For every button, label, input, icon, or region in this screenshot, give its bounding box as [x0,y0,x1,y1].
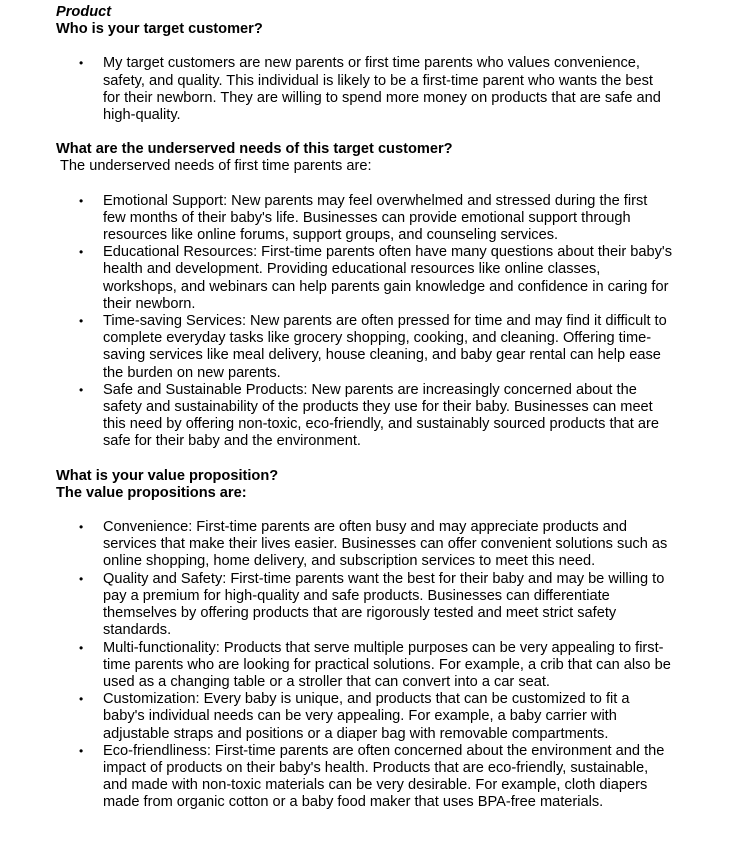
list-item [56,244,676,313]
underserved-needs-intro: The underserved needs of first time parents are: [60,158,372,175]
bullet-icon: • [79,245,84,260]
value-proposition-intro: The value propositions are: [56,484,247,501]
list-item [56,743,676,812]
underserved-needs-question: What are the underserved needs of this target customer? [56,141,453,158]
bullet-icon: • [79,193,84,208]
target-customer-question: Who is your target customer? [56,21,263,38]
bullet-icon: • [79,743,84,758]
document [56,4,676,812]
bullet-icon: • [79,56,84,71]
list-item [56,313,676,382]
bullet-icon: • [79,520,84,535]
list-item-text: Eco-friendliness: First-time parents are often concerned about the environment and the impact of products on their baby's health. Products that are eco-friendly, sustainable, and made with non-toxic materials can be very desirable. For example, cloth diapers made from organic cotton or a baby food maker that uses BPA-free materials. [103,742,665,811]
list-item-text: Convenience: First-time parents are often busy and may appreciate products and services that make their lives easier. Businesses can offer convenient solutions such as online shopping, home delivery, and subscription services to meet this need. [103,519,668,570]
list-item-text: Emotional Support: New parents may feel overwhelmed and stressed during the first few months of their baby's life. Businesses can provide emotional support through resources like online forums, support groups, and counseling services. [103,192,648,244]
value-proposition-list [56,519,676,811]
list-item-text: Quality and Safety: First-time parents want the best for their baby and may be willing to pay a premium for high-quality and safe products. Businesses can differentiate themselves by offering products that are rigorously tested and meet strict safety standards. [103,570,665,639]
list-item-text: Educational Resources: First-time parents often have many questions about their baby's health and development. Providing educational resources like online classes, workshops, and webinars can help parents gain knowledge and confidence in caring for their newborn. [103,244,672,312]
list-item [56,55,676,124]
value-proposition-question: What is your value proposition? [56,467,279,484]
bullet-icon: • [79,692,84,707]
list-item-text: Time-saving Services: New parents are often pressed for time and may find it difficult to complete everyday tasks like grocery shopping, cooking, and cleaning. Offering time-saving services like meal delivery, house cleaning, and baby gear rental can help ease the burden on new parents. [103,313,667,381]
underserved-needs-list [56,193,676,451]
bullet-icon: • [79,382,84,397]
list-item [56,193,676,245]
bullet-icon: • [79,640,84,655]
list-item [56,571,676,640]
list-item-text: Customization: Every baby is unique, and products that can be customized to fit a baby's individual needs can be very appealing. For example, a baby carrier with adjustable straps and positions or a diaper bag with removable compartments. [103,691,630,742]
list-item-text: My target customers are new parents or first time parents who values convenience, safety, and quality. This individual is likely to be a first-time parent who wants the best for their newborn. They are willing to spend more money on products that are safe and high-quality. [103,55,661,124]
list-item [56,382,676,451]
list-item [56,691,676,743]
list-item-text: Multi-functionality: Products that serve multiple purposes can be very appealing to first-time parents who are looking for practical solutions. For example, a crib that can also be used as a changing table or a stroller that can convert into a car seat. [103,639,671,690]
target-customer-list [56,55,676,124]
section-label: Product [56,4,112,20]
bullet-icon: • [79,571,84,586]
list-item-text: Safe and Sustainable Products: New parents are increasingly concerned about the safety and sustainability of the products they use for their baby. Businesses can meet this need by offering non-toxic, eco-friendly, and sustainably sourced products that are safe for their baby and the environment. [103,381,659,450]
bullet-icon: • [79,314,84,329]
list-item [56,519,676,571]
list-item [56,640,676,692]
